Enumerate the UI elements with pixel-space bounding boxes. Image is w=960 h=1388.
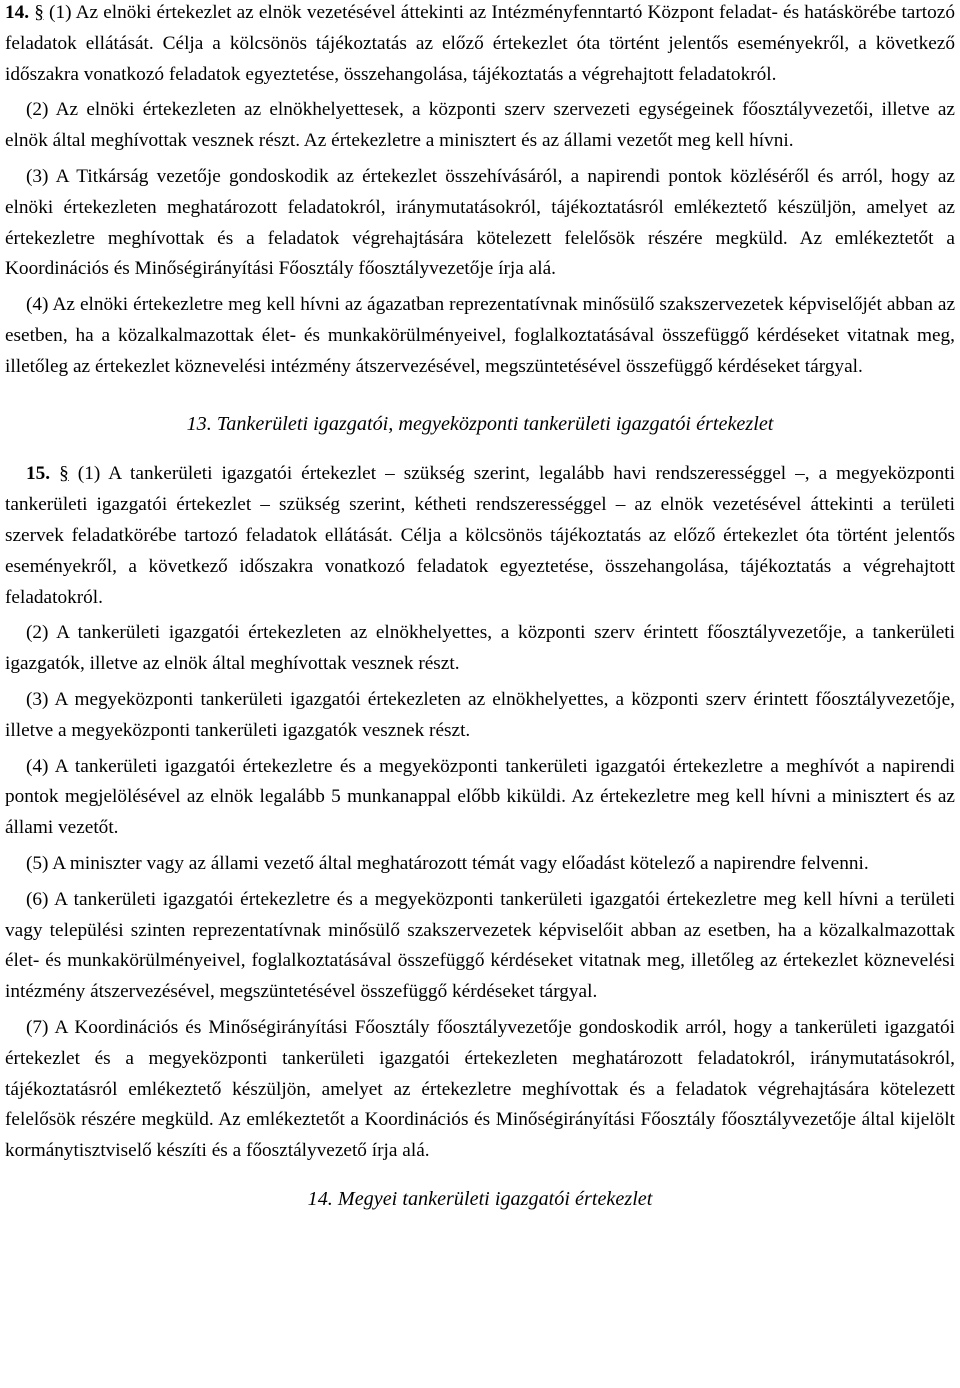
- paragraph-text: (1) Az elnöki értekezlet az elnök vezetésével áttekinti az Intézményfenntartó Központ feladat- és hatáskörébe tartozó feladatok ellátását. Célja a kölcsönös tájékoztatás az előző értekezlet óta történt jelentős eseményekről, a következő időszakra vonatkozó feladatok egyeztetése, összehangolása, tájékoztatás a végrehajtott feladatokról.: [5, 2, 955, 85]
- section-15-paragraph-7: (7) A Koordinációs és Minőségirányítási Főosztály főosztályvezetője gondoskodik arról, hogy a tankerületi igazgatói értekezlet és a megyeközponti tankerületi igazgatói értekezleten meghatározott feladatokról, iránymutatásokról, tájékoztatásról emlékeztető készüljön, amelyet az értekezletre meghívottak és a feladatok végrehajtására kötelezett felelősök részére megküld. Az emlékeztetőt a Koordinációs és Minőségirányítási Főosztály főosztályvezetője által kijelölt kormánytisztviselő készíti és a főosztályvezető írja alá.: [5, 1016, 955, 1162]
- heading-13: 13. Tankerületi igazgatói, megyeközponti tankerületi igazgatói értekezlet: [186, 412, 774, 435]
- section-15-paragraph-5: (5) A miniszter vagy az állami vezető által meghatározott témát vagy előadást kötelező a napirendre felvenni.: [26, 852, 869, 874]
- paragraph-text: (1) A tankerületi igazgatói értekezlet – szükség szerint, legalább havi rendszerességgel –, a megyeközponti tankerületi igazgatói értekezlet – szükség szerint, kétheti rendszerességgel – az elnök vezetésével áttekinti a területi szervek feladatkörébe tartozó feladatok ellátását. Célja a kölcsönös tájékoztatás az előző értekezlet óta történt jelentős eseményekről, a következő időszakra vonatkozó feladatok egyeztetése, összehangolása, tájékoztatás a végrehajtott feladatokról.: [5, 463, 956, 608]
- section-14-paragraph-4: (4) Az elnöki értekezletre meg kell hívni az ágazatban reprezentatívnak minősülő szakszervezetek képviselőjét abban az esetben, ha a közalkalmazottak élet- és munkakörülményeivel, foglalkoztatásával összefüggő kérdéseket vitatnak meg, illetőleg az értekezlet köznevelési intézmény átszervezésével, megszüntetésével összefüggő kérdéseket tárgyal.: [5, 294, 955, 377]
- section-14-paragraph-1: [5, 0, 955, 90]
- section-15-paragraph-1: [5, 459, 955, 613]
- section-15-paragraph-4: (4) A tankerületi igazgatói értekezletre és a megyeközponti tankerületi igazgatói értekezletre a meghívót a napirendi pontok megjelölésével az elnök legalább 5 munkanappal előbb kiküldi. Az értekezletre meg kell hívni a minisztert és az állami vezetőt.: [5, 755, 955, 839]
- section-14-paragraph-3: (3) A Titkárság vezetője gondoskodik az értekezlet összehívásáról, a napirendi pontok közléséről és arról, hogy az elnöki értekezleten meghatározott feladatokról, iránymutatásokról, tájékoztatásról emlékeztető készüljön, amelyet az értekezletre meghívottak és a feladatok végrehajtására kötelezett felelősök részére megküld. Az emlékeztetőt a Koordinációs és Minőségirányítási Főosztály főosztályvezetője írja alá.: [5, 165, 955, 280]
- section-15-paragraph-3: (3) A megyeközponti tankerületi igazgatói értekezleten az elnökhelyettes, a központi szerv érintett főosztályvezetője, illetve a megyeközponti tankerületi igazgatók vesznek részt.: [5, 688, 955, 741]
- section-14-paragraph-2: (2) Az elnöki értekezleten az elnökhelyettesek, a központi szerv szervezeti egységeinek főosztályvezetői, illetve az elnök által meghívottak vesznek részt. Az értekezletre a minisztert és az állami vezetőt meg kell hívni.: [5, 99, 955, 152]
- section-15-paragraph-6: (6) A tankerületi igazgatói értekezletre és a megyeközponti tankerületi igazgatói értekezletre meg kell hívni a területi vagy települési szinten reprezentatívnak minősülő szakszervezetek képviselőit abban az esetben, ha a közalkalmazottak élet- és munkakörülményeivel, foglalkoztatásával összefüggő kérdéseket vitatnak meg, illetőleg az értekezlet köznevelési intézmény átszervezésével, megszüntetésével összefüggő kérdéseket tárgyal.: [5, 888, 955, 1003]
- section-sign-link[interactable]: §: [59, 463, 69, 485]
- document-page: [5, 0, 955, 1215]
- section-sign-link[interactable]: §: [34, 2, 44, 23]
- heading-14: 14. Megyei tankerületi igazgatói értekezlet: [307, 1187, 653, 1210]
- section-number: 15.: [26, 463, 51, 485]
- section-number: 14.: [5, 2, 30, 23]
- section-15-paragraph-2: (2) A tankerületi igazgatói értekezleten az elnökhelyettes, a központi szerv érintett főosztályvezetője, a tankerületi igazgatók, illetve az elnök által meghívottak vesznek részt.: [5, 622, 955, 675]
